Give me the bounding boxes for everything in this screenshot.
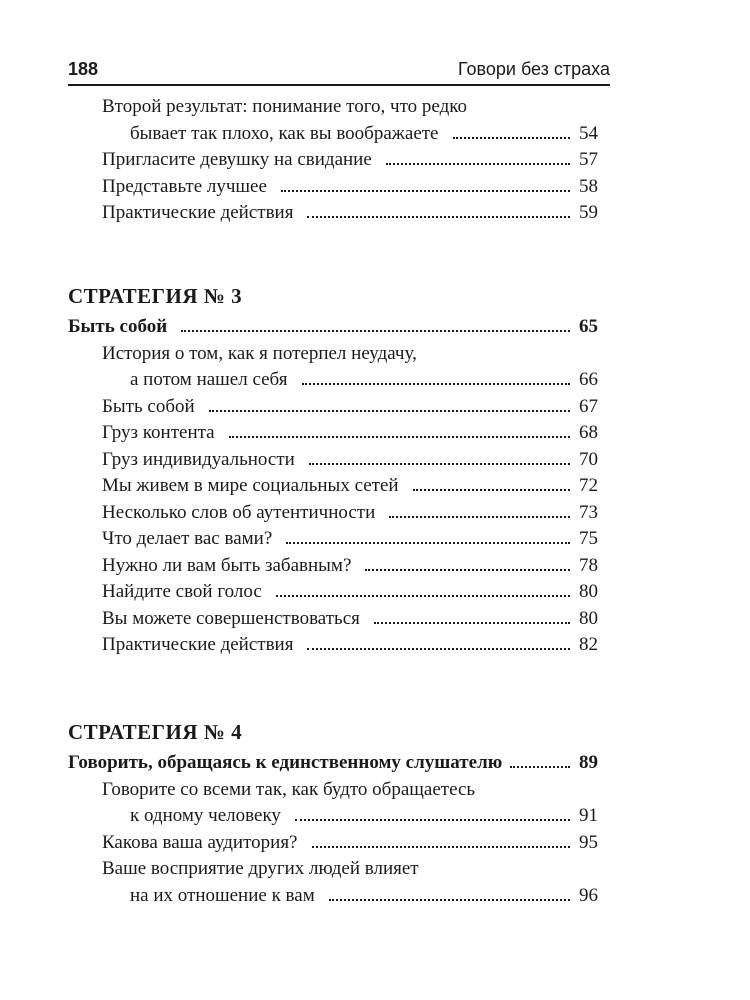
toc-page-number: 72 bbox=[579, 475, 598, 496]
toc-leader-dots bbox=[329, 899, 570, 901]
toc-leader-dots bbox=[307, 648, 570, 650]
toc-entry bbox=[68, 553, 598, 580]
toc-page-number: 70 bbox=[579, 448, 598, 470]
toc-entry-title: Нужно ли вам быть забавным? bbox=[102, 554, 352, 576]
toc-entry bbox=[68, 526, 598, 553]
toc-leader-dots bbox=[276, 595, 570, 597]
toc-leader-dots bbox=[510, 766, 570, 768]
toc-entry bbox=[68, 200, 598, 227]
toc-entry bbox=[68, 579, 598, 606]
toc-page-number: 57 bbox=[579, 149, 598, 170]
toc-leader-dots bbox=[374, 622, 570, 624]
toc-page-number: 78 bbox=[579, 554, 598, 576]
toc-entry bbox=[68, 606, 598, 633]
toc-entry-title: История о том, как я потерпел неудачу, bbox=[102, 342, 417, 364]
strategy-3-heading: СТРАТЕГИЯ № 3 bbox=[68, 284, 243, 308]
toc-page-number: 82 bbox=[579, 634, 598, 655]
toc-page-number: 54 bbox=[579, 122, 598, 144]
page-header bbox=[68, 57, 610, 85]
toc-page-number: 89 bbox=[579, 752, 598, 773]
toc-entry bbox=[68, 174, 598, 201]
toc-entry bbox=[68, 367, 598, 394]
toc-entry bbox=[68, 341, 598, 368]
toc-chapter-title: Быть собой bbox=[68, 316, 168, 337]
toc-page-number: 58 bbox=[579, 175, 598, 197]
strategy-3-toc bbox=[68, 314, 598, 659]
page-number: 188 bbox=[68, 59, 99, 79]
toc-page-number: 80 bbox=[579, 581, 598, 602]
toc-page-number: 80 bbox=[579, 607, 598, 629]
toc-leader-dots bbox=[286, 542, 570, 544]
toc-entry-title: Груз индивидуальности bbox=[102, 448, 295, 470]
toc-leader-dots bbox=[307, 216, 570, 218]
toc-entry-title: Второй результат: понимание того, что редко bbox=[102, 96, 468, 117]
toc-entry bbox=[68, 147, 598, 174]
toc-leader-dots bbox=[209, 410, 570, 412]
strategy-4-toc bbox=[68, 750, 598, 909]
toc-page-number: 91 bbox=[579, 805, 598, 826]
toc-entry bbox=[68, 830, 598, 857]
toc-entry bbox=[68, 473, 598, 500]
toc-entry bbox=[68, 777, 598, 804]
running-title: Говори без страха bbox=[457, 59, 610, 79]
toc-entry-title: Пригласите девушку на свидание bbox=[102, 149, 372, 170]
toc-page-number: 66 bbox=[579, 369, 598, 390]
toc-entry-title: Представьте лучшее bbox=[102, 175, 267, 197]
toc-page-number: 75 bbox=[579, 528, 598, 549]
toc-leader-dots bbox=[295, 819, 570, 821]
toc-entry bbox=[68, 447, 598, 474]
toc-leader-dots bbox=[453, 137, 571, 139]
toc-entry bbox=[68, 420, 598, 447]
toc-entry-title: Ваше восприятие других людей влияет bbox=[102, 858, 419, 879]
toc-entry-title: Какова ваша аудитория? bbox=[102, 831, 298, 853]
toc-page-number: 59 bbox=[579, 202, 598, 223]
toc-leader-dots bbox=[312, 846, 571, 848]
toc-entry-title: а потом нашел себя bbox=[130, 369, 288, 390]
toc-leader-dots bbox=[181, 330, 570, 332]
toc-top-section bbox=[68, 94, 598, 227]
toc-leader-dots bbox=[309, 463, 570, 465]
toc-page-number: 65 bbox=[579, 316, 598, 337]
toc-leader-dots bbox=[229, 436, 570, 438]
toc-entry-title: Мы живем в мире социальных сетей bbox=[102, 475, 399, 496]
toc-leader-dots bbox=[365, 569, 570, 571]
toc-page-number: 95 bbox=[579, 831, 598, 853]
toc-leader-dots bbox=[302, 383, 571, 385]
toc-page-number: 67 bbox=[579, 395, 598, 417]
toc-entry bbox=[68, 500, 598, 527]
toc-leader-dots bbox=[281, 190, 570, 192]
toc-leader-dots bbox=[386, 163, 570, 165]
toc-entry-title: Практические действия bbox=[102, 202, 294, 223]
toc-entry bbox=[68, 632, 598, 659]
toc-entry bbox=[68, 856, 598, 883]
toc-chapter-entry bbox=[68, 314, 598, 341]
toc-entry-title: Вы можете совершенствоваться bbox=[102, 607, 360, 629]
toc-chapter-title: Говорить, обращаясь к единственному слушателю bbox=[68, 752, 503, 773]
toc-entry bbox=[68, 394, 598, 421]
toc-entry-title: к одному человеку bbox=[130, 805, 281, 826]
toc-chapter-entry bbox=[68, 750, 598, 777]
toc-entry-title: Груз контента bbox=[102, 422, 215, 443]
toc-page-number: 68 bbox=[579, 422, 598, 443]
toc-page-number: 96 bbox=[579, 884, 598, 906]
toc-entry-title: Что делает вас вами? bbox=[102, 528, 273, 549]
toc-entry-title: на их отношение к вам bbox=[130, 884, 315, 906]
toc-entry bbox=[68, 94, 598, 121]
toc-entry-title: Практические действия bbox=[102, 634, 294, 655]
strategy-4-heading: СТРАТЕГИЯ № 4 bbox=[68, 720, 243, 744]
toc-entry-title: Несколько слов об аутентичности bbox=[102, 501, 376, 523]
header-rule bbox=[68, 84, 610, 86]
toc-leader-dots bbox=[389, 516, 570, 518]
toc-entry-title: Говорите со всеми так, как будто обращаетесь bbox=[102, 778, 476, 800]
toc-leader-dots bbox=[413, 489, 570, 491]
toc-entry bbox=[68, 883, 598, 910]
toc-entry bbox=[68, 803, 598, 830]
toc-entry-title: бывает так плохо, как вы воображаете bbox=[130, 122, 439, 144]
toc-page-number: 73 bbox=[579, 501, 598, 523]
toc-entry-title: Быть собой bbox=[102, 395, 195, 417]
toc-entry-title: Найдите свой голос bbox=[102, 581, 262, 602]
toc-entry bbox=[68, 121, 598, 148]
